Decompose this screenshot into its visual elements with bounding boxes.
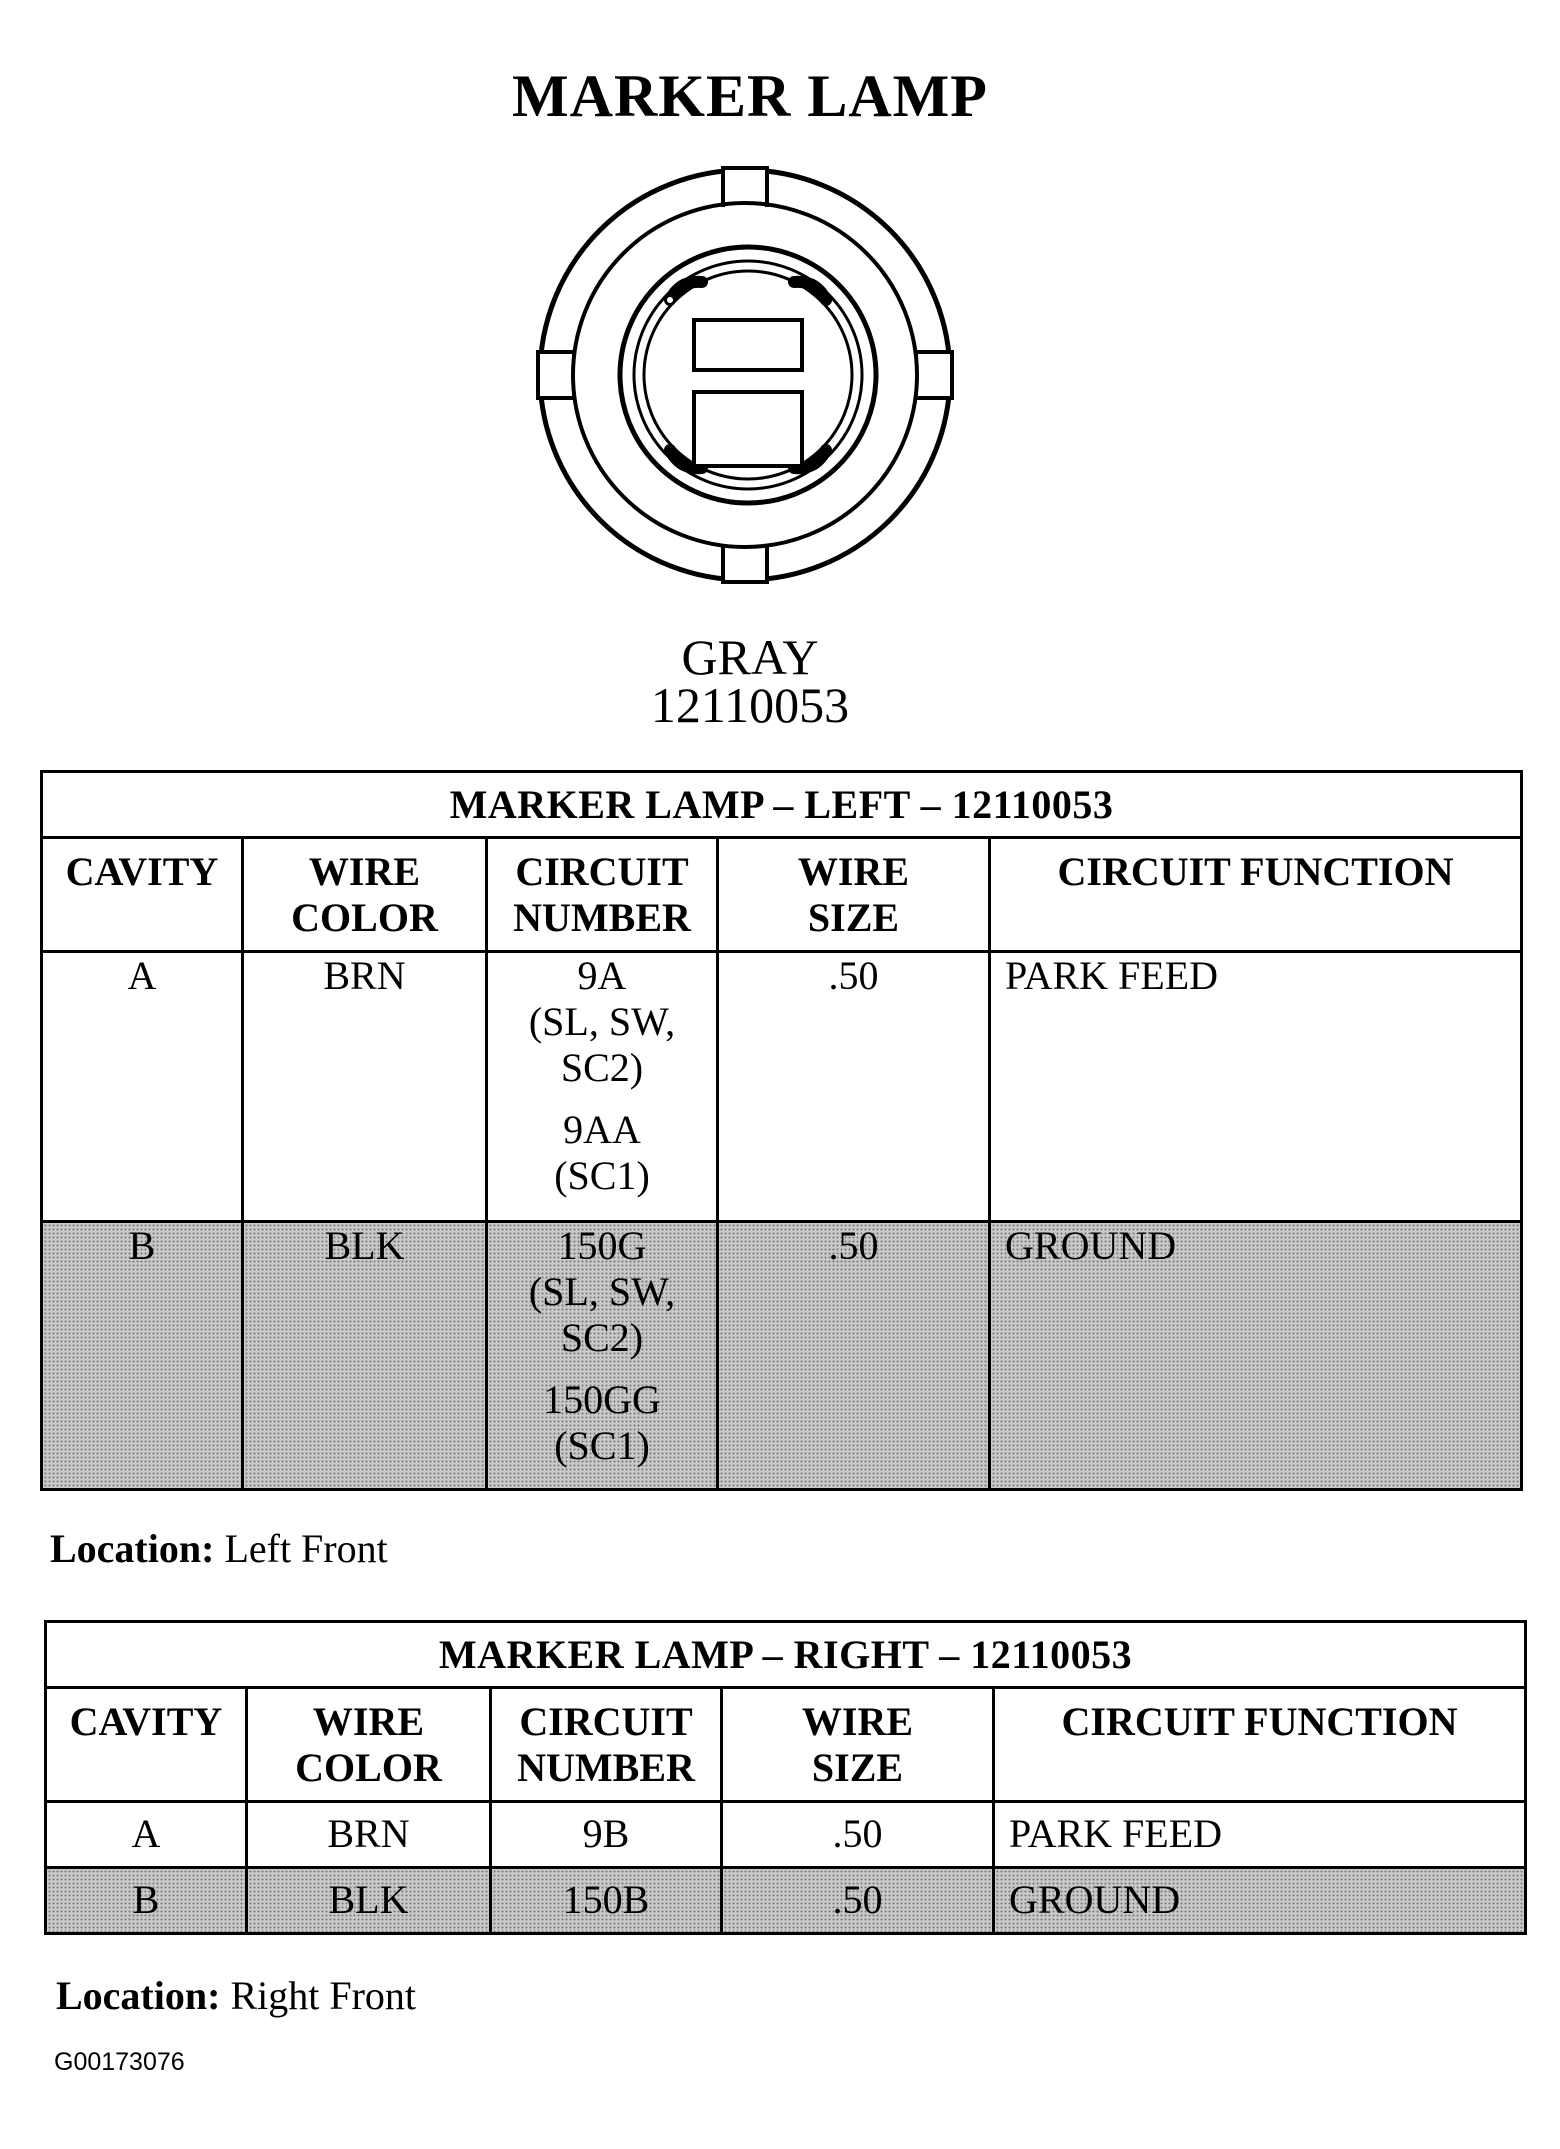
circuit-number-cell: 150B (491, 1868, 722, 1934)
circuit-number-cell (487, 1222, 718, 1490)
wire-size-cell: .50 (722, 1802, 994, 1868)
header-wire-size: WIRE SIZE (722, 1688, 994, 1802)
header-cavity: CAVITY (46, 1688, 247, 1802)
page-title: MARKER LAMP (512, 63, 988, 129)
header-cavity: CAVITY (42, 838, 243, 952)
terminal-cavity-a (694, 320, 802, 370)
circuit-entry: 150G (SL, SW, SC2) (528, 1223, 676, 1360)
table-row (46, 1802, 1526, 1868)
cavity-cell: B (42, 1222, 243, 1490)
pinout-table-left (40, 770, 1523, 1491)
circuit-function-cell: PARK FEED (990, 952, 1522, 1222)
circuit-function-cell: GROUND (994, 1868, 1526, 1934)
wire-size-cell: .50 (718, 1222, 990, 1490)
wire-color-cell: BLK (247, 1868, 491, 1934)
connector-tab-top (723, 168, 767, 204)
header-wire-color: WIRE COLOR (243, 838, 487, 952)
table-row (46, 1868, 1526, 1934)
circuit-entry: 9AA (SC1) (554, 1107, 650, 1198)
figure-id: G00173076 (54, 2048, 185, 2076)
circuit-entry: 150GG (SC1) (543, 1377, 661, 1468)
location-value: Left Front (224, 1526, 388, 1571)
terminal-cavity-b (694, 392, 802, 466)
cavity-cell: A (46, 1802, 247, 1868)
wire-size-cell: .50 (718, 952, 990, 1222)
circuit-number-cell (487, 952, 718, 1222)
wire-color-cell: BLK (243, 1222, 487, 1490)
header-wire-color: WIRE COLOR (247, 1688, 491, 1802)
header-circuit-number: CIRCUIT NUMBER (487, 838, 718, 952)
connector-face-diagram (530, 160, 960, 590)
circuit-number-cell: 9B (491, 1802, 722, 1868)
location-label: Location: (56, 1973, 221, 2018)
cavity-cell: B (46, 1868, 247, 1934)
location-value: Right Front (230, 1973, 417, 2018)
wire-color-cell: BRN (247, 1802, 491, 1868)
table-row (42, 952, 1522, 1222)
connector-tab-right (916, 352, 952, 398)
pinout-table-right (44, 1620, 1527, 1935)
circuit-function-cell: GROUND (990, 1222, 1522, 1490)
circuit-entry: 9A (SL, SW, SC2) (528, 953, 676, 1090)
connector-tab-bottom (723, 546, 767, 582)
circuit-function-cell: PARK FEED (994, 1802, 1526, 1868)
wire-color-cell: BRN (243, 952, 487, 1222)
wire-size-cell: .50 (722, 1868, 994, 1934)
connector-color: GRAY (681, 629, 819, 685)
header-circuit-number: CIRCUIT NUMBER (491, 1688, 722, 1802)
location-right (56, 1972, 416, 2019)
cavity-cell: A (42, 952, 243, 1222)
connector-tab-left (538, 352, 574, 398)
table-row (42, 1222, 1522, 1490)
header-wire-size: WIRE SIZE (718, 838, 990, 952)
location-label: Location: (50, 1526, 215, 1571)
table-caption: MARKER LAMP – RIGHT – 12110053 (46, 1622, 1526, 1688)
connector-part-number: 12110053 (650, 677, 850, 733)
header-circuit-function: CIRCUIT FUNCTION (994, 1688, 1526, 1802)
table-caption: MARKER LAMP – LEFT – 12110053 (42, 772, 1522, 838)
location-left (50, 1525, 388, 1572)
header-circuit-function: CIRCUIT FUNCTION (990, 838, 1522, 952)
